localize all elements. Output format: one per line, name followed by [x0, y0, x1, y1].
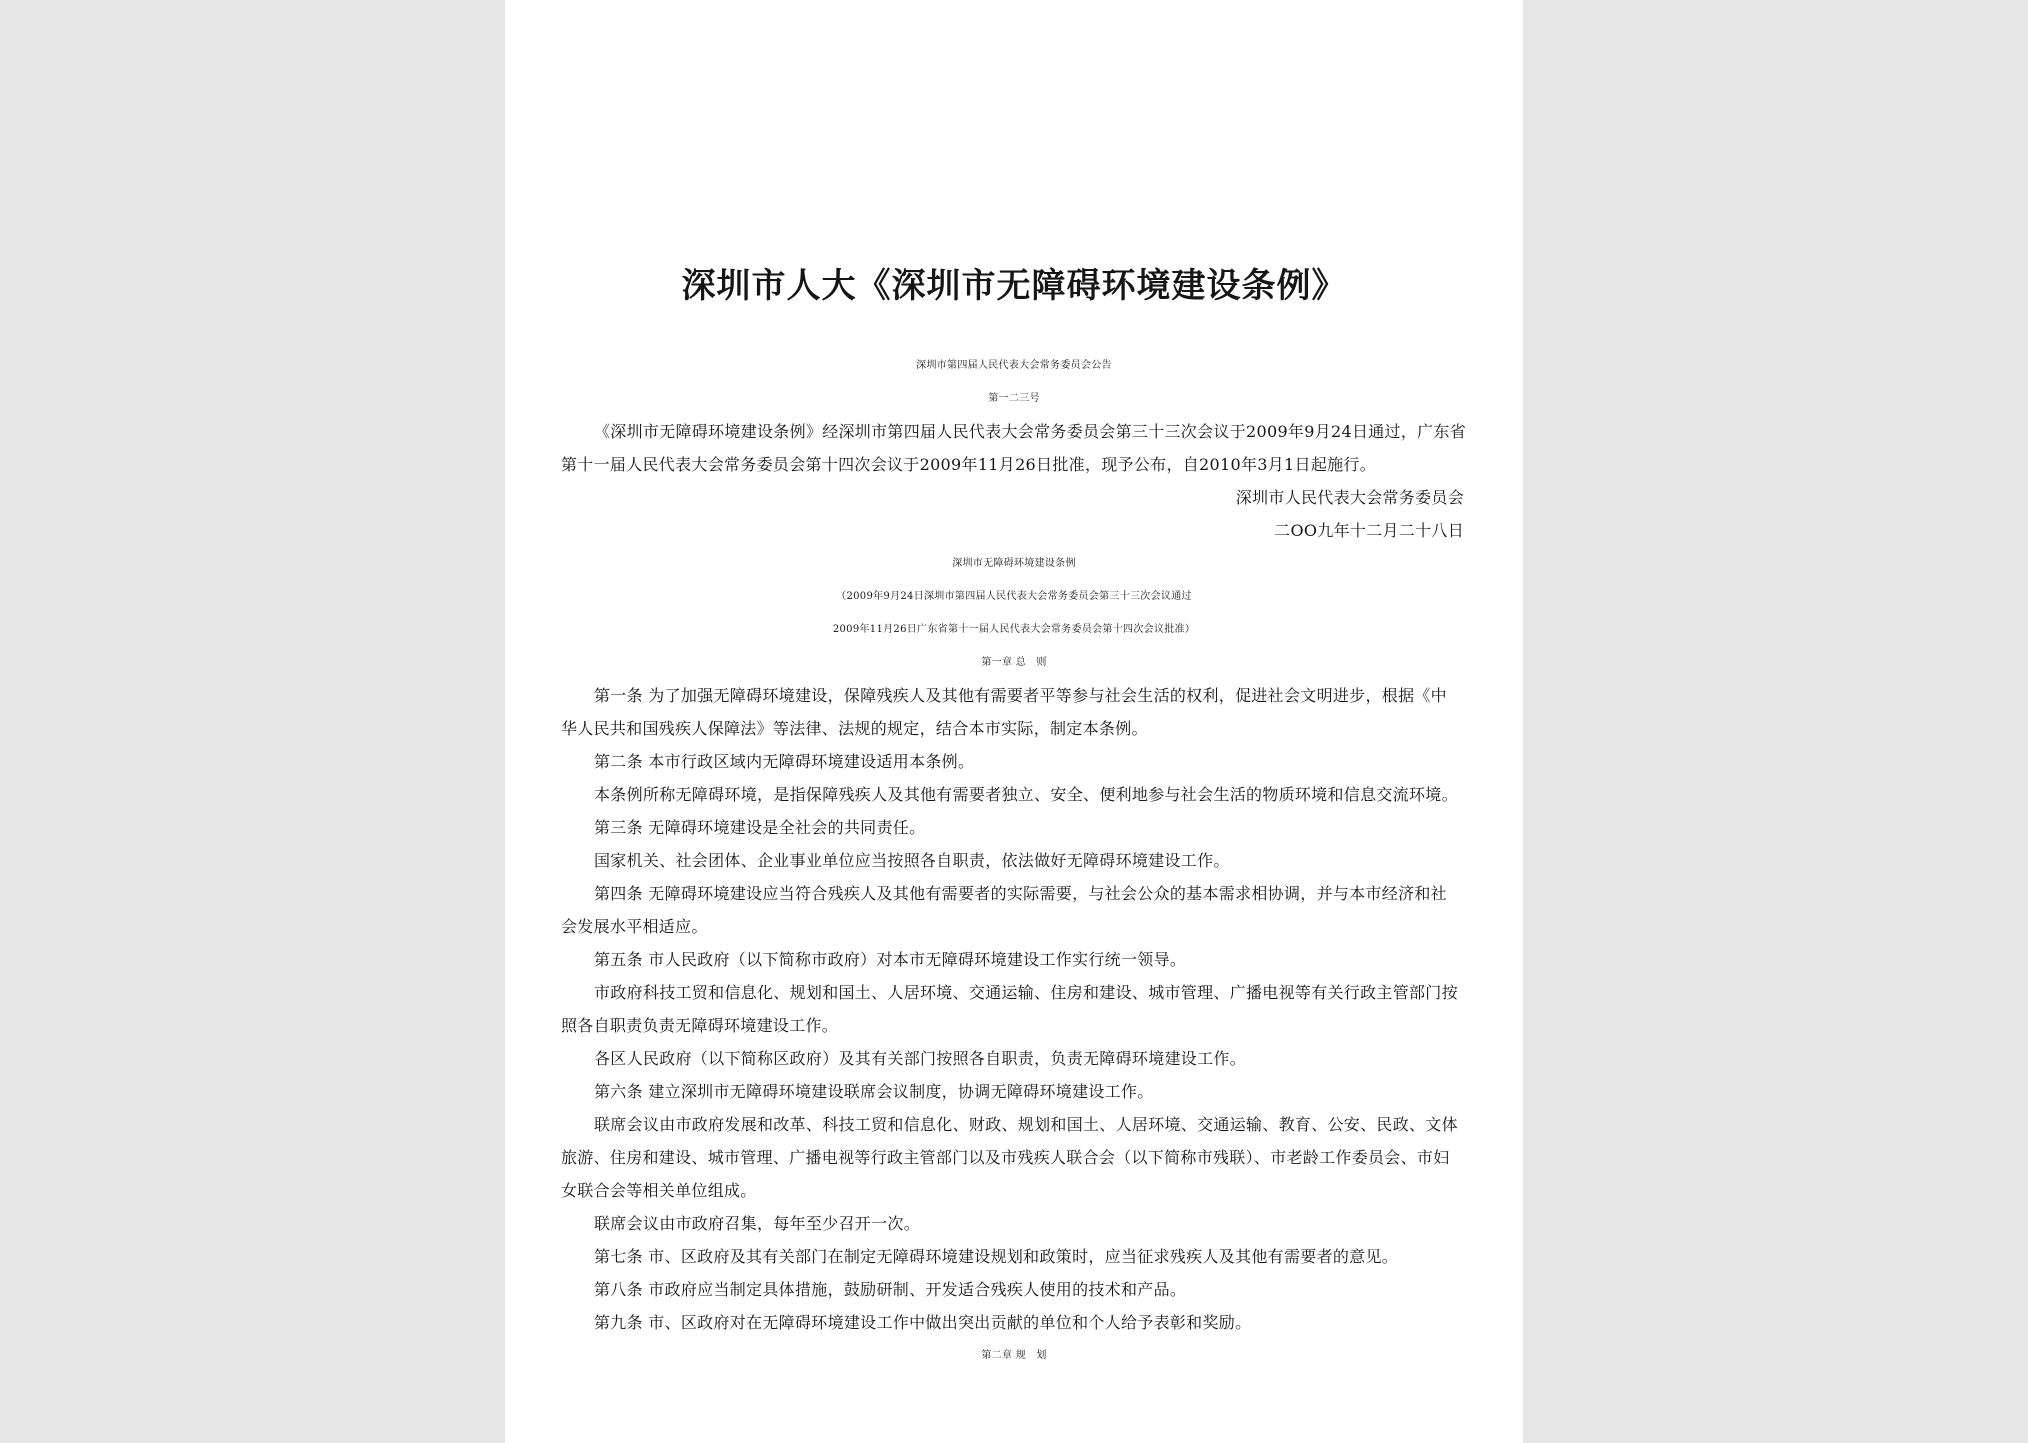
- article-paragraph: 旅游、住房和建设、城市管理、广播电视等行政主管部门以及市残疾人联合会（以下简称市残联）、市老龄工作委员会、市妇: [561, 1148, 1450, 1167]
- article-paragraph: 国家机关、社会团体、企业事业单位应当按照各自职责，依法做好无障碍环境建设工作。: [594, 851, 1230, 870]
- article-paragraph: 联席会议由市政府发展和改革、科技工贸和信息化、财政、规划和国土、人居环境、交通运输、教育、公安、民政、文体: [594, 1115, 1458, 1134]
- article-paragraph: 会发展水平相适应。: [561, 917, 708, 936]
- article-paragraph: 华人民共和国残疾人保障法》等法律、法规的规定，结合本市实际，制定本条例。: [561, 719, 1148, 738]
- article-paragraph: 第七条 市、区政府及其有关部门在制定无障碍环境建设规划和政策时，应当征求残疾人及其他有需要者的意见。: [594, 1247, 1399, 1266]
- article-paragraph: 第六条 建立深圳市无障碍环境建设联席会议制度，协调无障碍环境建设工作。: [594, 1082, 1154, 1101]
- article-paragraph: 女联合会等相关单位组成。: [561, 1181, 757, 1200]
- article-paragraph: 联席会议由市政府召集，每年至少召开一次。: [594, 1214, 921, 1233]
- chapter-heading: 第一章 总 则: [981, 657, 1047, 668]
- announcement-date: 二OO九年十二月二十八日: [1274, 521, 1464, 540]
- article-paragraph: 第四条 无障碍环境建设应当符合残疾人及其他有需要者的实际需要，与社会公众的基本需求相协调，并与本市经济和社: [594, 884, 1447, 903]
- article-paragraph: 第三条 无障碍环境建设是全社会的共同责任。: [594, 818, 926, 837]
- adoption-note-line: （2009年9月24日深圳市第四届人民代表大会常务委员会第三十三次会议通过: [836, 591, 1192, 602]
- article-paragraph: 照各自职责负责无障碍环境建设工作。: [561, 1016, 839, 1035]
- announcement-signatory: 深圳市人民代表大会常务委员会: [1235, 488, 1464, 507]
- announcement-issuer: 深圳市第四届人民代表大会常务委员会公告: [916, 360, 1112, 371]
- regulation-name: 深圳市无障碍环境建设条例: [952, 558, 1076, 569]
- announcement-body-line: 《深圳市无障碍环境建设条例》经深圳市第四届人民代表大会常务委员会第三十三次会议于2009年9月24日通过，广东省: [594, 422, 1467, 441]
- article-paragraph: 第二条 本市行政区域内无障碍环境建设适用本条例。: [594, 752, 975, 771]
- document-title: 深圳市人大《深圳市无障碍环境建设条例》: [681, 266, 1347, 306]
- announcement-number: 第一二三号: [988, 393, 1040, 404]
- article-paragraph: 第五条 市人民政府（以下简称市政府）对本市无障碍环境建设工作实行统一领导。: [594, 950, 1187, 969]
- article-paragraph: 第一条 为了加强无障碍环境建设，保障残疾人及其他有需要者平等参与社会生活的权利，促进社会文明进步，根据《中: [594, 686, 1447, 705]
- document-page: [505, 0, 1523, 1443]
- article-paragraph: 第八条 市政府应当制定具体措施，鼓励研制、开发适合残疾人使用的技术和产品。: [594, 1280, 1187, 1299]
- announcement-body-line: 第十一届人民代表大会常务委员会第十四次会议于2009年11月26日批准，现予公布，自2010年3月1日起施行。: [561, 455, 1377, 474]
- article-paragraph: 各区人民政府（以下简称区政府）及其有关部门按照各自职责，负责无障碍环境建设工作。: [594, 1049, 1247, 1068]
- chapter-heading: 第二章 规 划: [981, 1350, 1047, 1361]
- adoption-note-line: 2009年11月26日广东省第十一届人民代表大会常务委员会第十四次会议批准）: [832, 624, 1196, 635]
- article-paragraph: 本条例所称无障碍环境，是指保障残疾人及其他有需要者独立、安全、便利地参与社会生活的物质环境和信息交流环境。: [594, 785, 1458, 804]
- article-paragraph: 市政府科技工贸和信息化、规划和国土、人居环境、交通运输、住房和建设、城市管理、广播电视等有关行政主管部门按: [594, 983, 1458, 1002]
- article-paragraph: 第九条 市、区政府对在无障碍环境建设工作中做出突出贡献的单位和个人给予表彰和奖励。: [594, 1313, 1252, 1332]
